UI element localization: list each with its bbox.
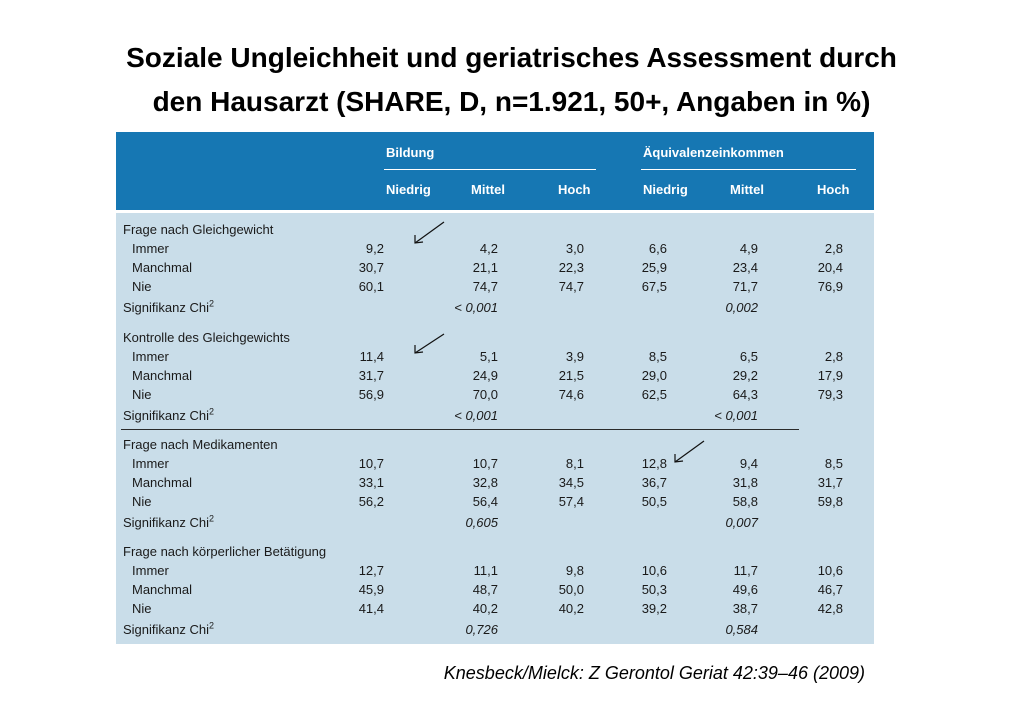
title-line-1: Soziale Ungleichheit und geriatrisches Assessment durch [126,42,897,73]
table-cell: 62,5 [641,387,667,402]
row-label: Nie [132,279,152,294]
table-cell: 70,0 [472,387,498,402]
table-row [116,258,874,277]
group-underline-bildung [384,169,596,170]
col-header-bildung-mittel: Mittel [471,182,505,197]
title-line-2: den Hausarzt (SHARE, D, n=1.921, 50+, Angaben in %) [152,86,871,117]
superscript-2: 2 [209,298,215,309]
table-cell: 56,9 [358,387,384,402]
row-label: Nie [132,494,152,509]
table-cell: 40,2 [472,601,498,616]
significance-row [116,513,874,532]
row-label: Immer [132,241,169,256]
row-label: Manchmal [132,475,192,490]
table-cell: 45,9 [358,582,384,597]
table-row [116,599,874,618]
table-cell: 4,9 [739,241,758,256]
table-cell: 11,1 [473,563,498,578]
table-cell: 8,1 [565,456,584,471]
col-header-einkommen-niedrig: Niedrig [643,182,688,197]
data-table [116,132,874,644]
table-row [116,347,874,366]
section-title [116,542,874,561]
table-cell: 46,7 [817,582,843,597]
table-cell: 9,2 [365,241,384,256]
table-cell: 48,7 [472,582,498,597]
section-title [116,328,874,347]
group-underline-einkommen [641,169,856,170]
significance-label-text: Signifikanz Chi [123,515,209,530]
table-cell: 74,7 [558,279,584,294]
table-cell: 38,7 [732,601,758,616]
table-cell: 9,8 [565,563,584,578]
table-cell: 39,2 [641,601,667,616]
row-label: Immer [132,456,169,471]
table-cell: 74,6 [558,387,584,402]
table-cell: 32,8 [472,475,498,490]
table-cell: 12,7 [358,563,384,578]
table-cell: 79,3 [817,387,843,402]
table-cell: 76,9 [817,279,843,294]
table-cell: 12,8 [641,456,667,471]
table-cell: 10,7 [472,456,498,471]
significance-label-text: Signifikanz Chi [123,300,209,315]
table-cell: 6,5 [739,349,758,364]
table-cell: 25,9 [641,260,667,275]
significance-einkommen: < 0,001 [714,408,758,423]
significance-label-text: Signifikanz Chi [123,408,209,423]
table-cell: 21,5 [558,368,584,383]
table-cell: 2,8 [824,349,843,364]
row-label: Immer [132,349,169,364]
table-row [116,492,874,511]
table-cell: 71,7 [732,279,758,294]
table-row [116,454,874,473]
col-header-einkommen-hoch: Hoch [817,182,850,197]
slide-title [0,36,1023,124]
significance-label-text: Signifikanz Chi [123,622,209,637]
significance-bildung: 0,605 [465,515,498,530]
table-row [116,561,874,580]
col-header-bildung-niedrig: Niedrig [386,182,431,197]
table-cell: 10,6 [641,563,667,578]
table-cell: 56,2 [358,494,384,509]
significance-bildung: < 0,001 [454,300,498,315]
section-title-label: Frage nach Medikamenten [123,437,278,452]
table-row [116,385,874,404]
table-cell: 11,7 [733,563,758,578]
table-cell: 5,1 [479,349,498,364]
table-cell: 24,9 [472,368,498,383]
table-cell: 3,9 [565,349,584,364]
significance-row [116,298,874,317]
table-cell: 50,5 [641,494,667,509]
table-cell: 8,5 [648,349,667,364]
table-cell: 2,8 [824,241,843,256]
table-header [116,132,874,210]
row-label: Manchmal [132,368,192,383]
table-cell: 9,4 [739,456,758,471]
section-title [116,435,874,454]
table-cell: 10,7 [358,456,384,471]
table-cell: 21,1 [472,260,498,275]
col-header-einkommen-mittel: Mittel [730,182,764,197]
table-cell: 64,3 [732,387,758,402]
table-cell: 49,6 [732,582,758,597]
table-cell: 11,4 [359,349,384,364]
section-title-label: Frage nach Gleichgewicht [123,222,274,237]
table-row [116,580,874,599]
table-cell: 6,6 [648,241,667,256]
row-label: Nie [132,387,152,402]
table-cell: 74,7 [472,279,498,294]
table-cell: 60,1 [358,279,384,294]
table-cell: 50,3 [641,582,667,597]
significance-bildung: 0,726 [465,622,498,637]
significance-row [116,406,874,425]
arrow-icon [411,220,447,246]
table-cell: 67,5 [641,279,667,294]
table-cell: 30,7 [358,260,384,275]
significance-label [123,513,214,532]
arrow-icon [411,332,447,356]
significance-label [123,406,214,425]
section-title-label: Kontrolle des Gleichgewichts [123,330,290,345]
table-row [116,239,874,258]
superscript-2: 2 [209,513,215,524]
significance-einkommen: 0,584 [725,622,758,637]
significance-label [123,298,214,317]
table-cell: 50,0 [558,582,584,597]
table-cell: 40,2 [558,601,584,616]
table-cell: 23,4 [732,260,758,275]
table-cell: 57,4 [558,494,584,509]
table-cell: 8,5 [824,456,843,471]
table-cell: 31,8 [732,475,758,490]
table-cell: 20,4 [817,260,843,275]
table-row [116,277,874,296]
table-cell: 22,3 [558,260,584,275]
section-divider-line [121,429,799,430]
citation: Knesbeck/Mielck: Z Gerontol Geriat 42:39–46 (2009) [443,663,865,683]
table-cell: 41,4 [358,601,384,616]
table-cell: 36,7 [641,475,667,490]
group-header-bildung: Bildung [386,145,435,160]
significance-label [123,620,214,639]
table-cell: 33,1 [358,475,384,490]
section-title [116,220,874,239]
table-cell: 59,8 [817,494,843,509]
table-cell: 4,2 [479,241,498,256]
table-cell: 29,0 [641,368,667,383]
significance-einkommen: 0,007 [725,515,758,530]
table-cell: 42,8 [817,601,843,616]
superscript-2: 2 [209,620,215,631]
table-cell: 29,2 [732,368,758,383]
row-label: Immer [132,563,169,578]
table-cell: 31,7 [358,368,384,383]
group-header-einkommen: Äquivalenzeinkommen [643,145,784,160]
table-cell: 3,0 [565,241,584,256]
significance-einkommen: 0,002 [725,300,758,315]
superscript-2: 2 [209,406,215,417]
col-header-bildung-hoch: Hoch [558,182,591,197]
table-row [116,366,874,385]
significance-bildung: < 0,001 [454,408,498,423]
table-row [116,473,874,492]
table-cell: 17,9 [817,368,843,383]
row-label: Manchmal [132,582,192,597]
table-cell: 31,7 [817,475,843,490]
arrow-icon [671,439,707,465]
section-title-label: Frage nach körperlicher Betätigung [123,544,327,559]
header-separator [116,210,874,213]
table-cell: 58,8 [732,494,758,509]
row-label: Nie [132,601,152,616]
table-cell: 34,5 [558,475,584,490]
significance-row [116,620,874,639]
table-cell: 10,6 [817,563,843,578]
row-label: Manchmal [132,260,192,275]
table-cell: 56,4 [472,494,498,509]
